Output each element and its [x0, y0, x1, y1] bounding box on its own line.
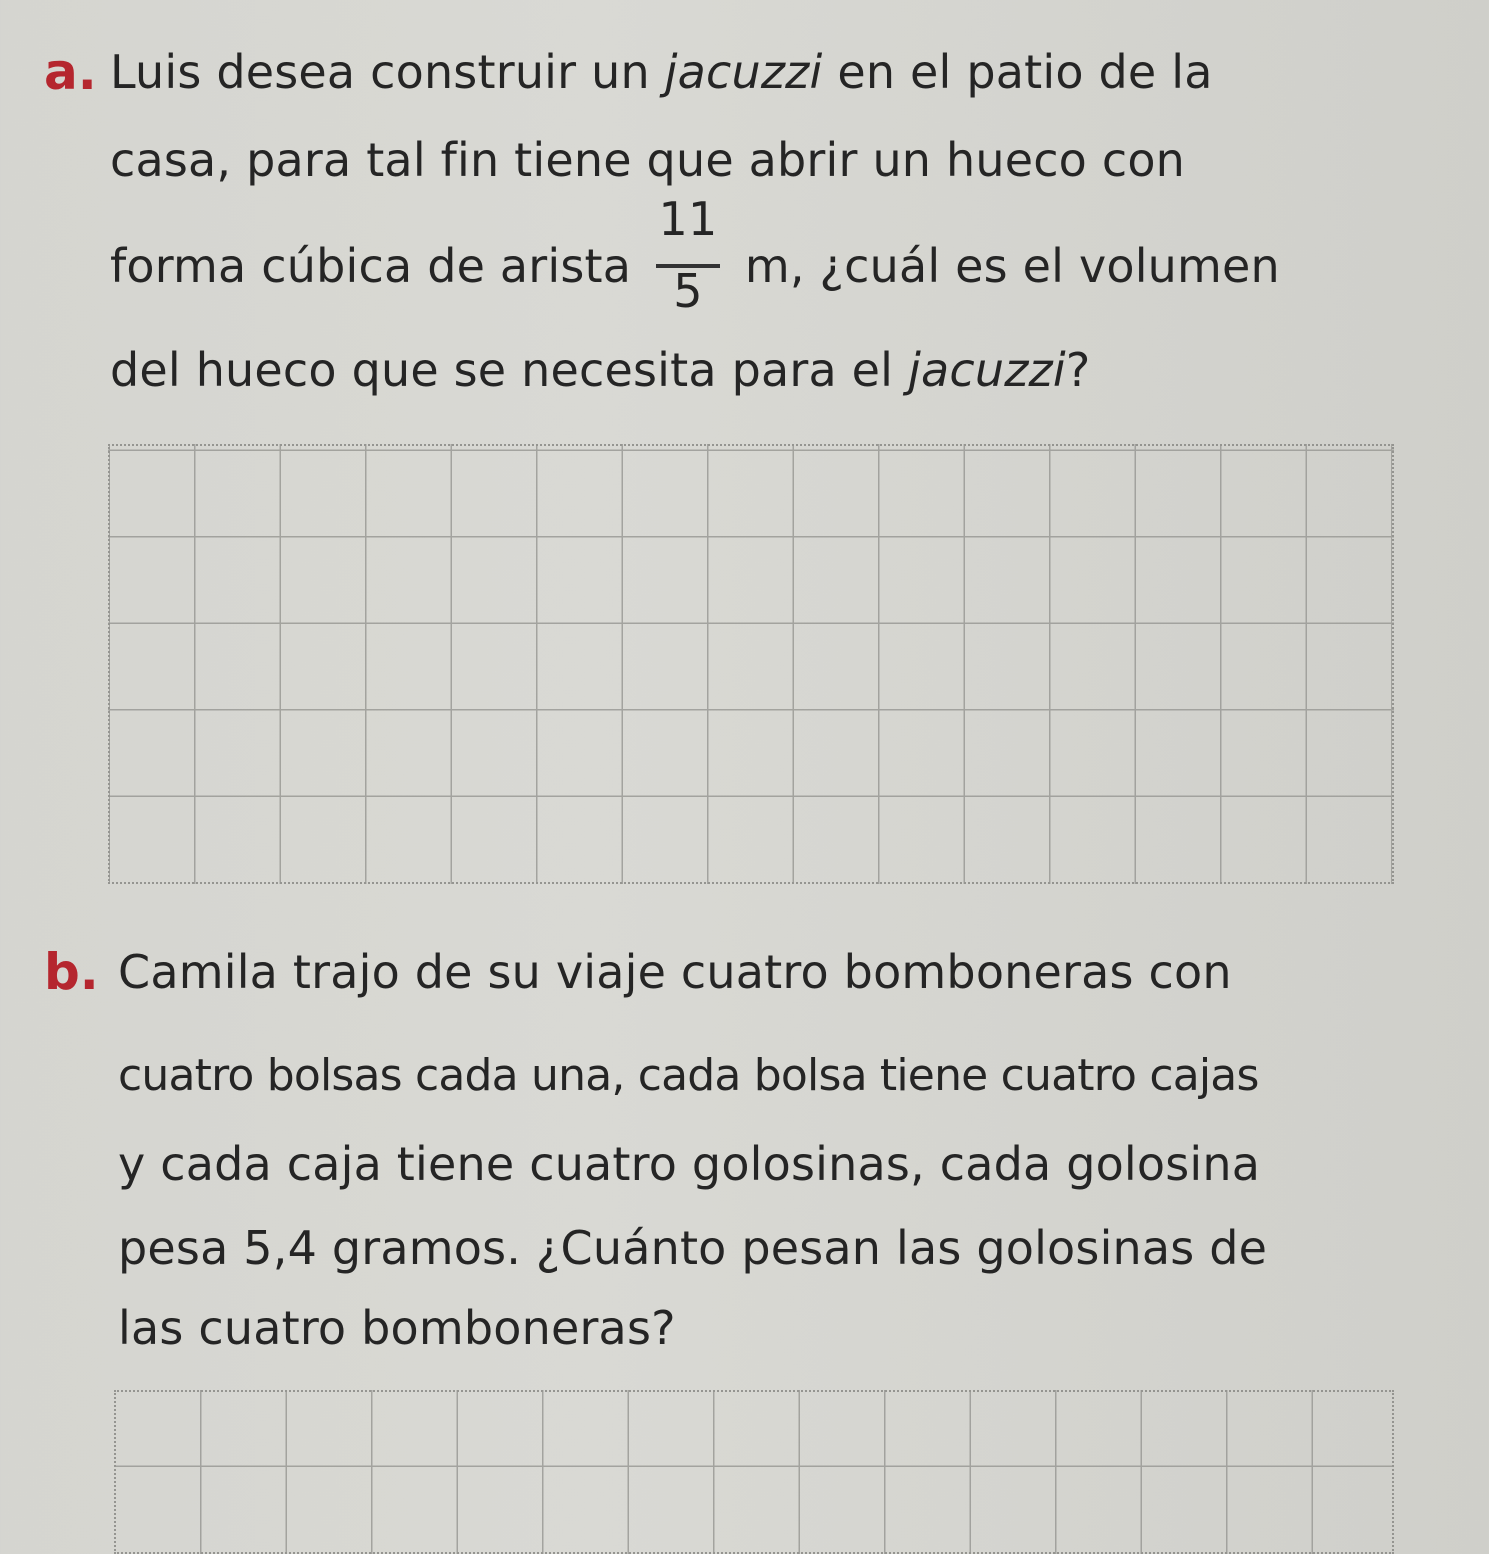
problem-a-line-1: Luis desea construir un jacuzzi en el patio de la — [110, 45, 1213, 99]
problem-b-marker: b. — [44, 943, 99, 1001]
problem-a-line-3: forma cúbica de arista $\frac{11}{5}$ m, ¿cuál es el volumen — [110, 192, 1280, 318]
problem-a-marker: a. — [44, 43, 97, 101]
problem-b-line-4: pesa 5,4 gramos. ¿Cuánto pesan las golosinas de — [118, 1221, 1268, 1275]
problem-a-line-4: del hueco que se necesita para el jacuzzi? — [110, 343, 1091, 397]
problem-a-line-2: casa, para tal fin tiene que abrir un hueco con — [110, 133, 1186, 187]
problem-b-line-5: las cuatro bomboneras? — [118, 1301, 676, 1355]
problem-b-line-1: Camila trajo de su viaje cuatro bomboneras con — [118, 945, 1232, 999]
fraction-numerator: 11 — [658, 192, 718, 246]
answer-grid-a[interactable] — [108, 444, 1394, 884]
edge-fraction — [650, 192, 726, 318]
answer-grid-b[interactable] — [114, 1390, 1394, 1554]
jacuzzi-term: jacuzzi — [908, 343, 1066, 397]
problem-b-line-2: cuatro bolsas cada una, cada bolsa tiene cuatro cajas — [118, 1050, 1259, 1101]
fraction-denominator: 5 — [673, 264, 703, 318]
jacuzzi-term: jacuzzi — [664, 45, 823, 99]
problem-b-line-3: y cada caja tiene cuatro golosinas, cada golosina — [118, 1137, 1261, 1191]
